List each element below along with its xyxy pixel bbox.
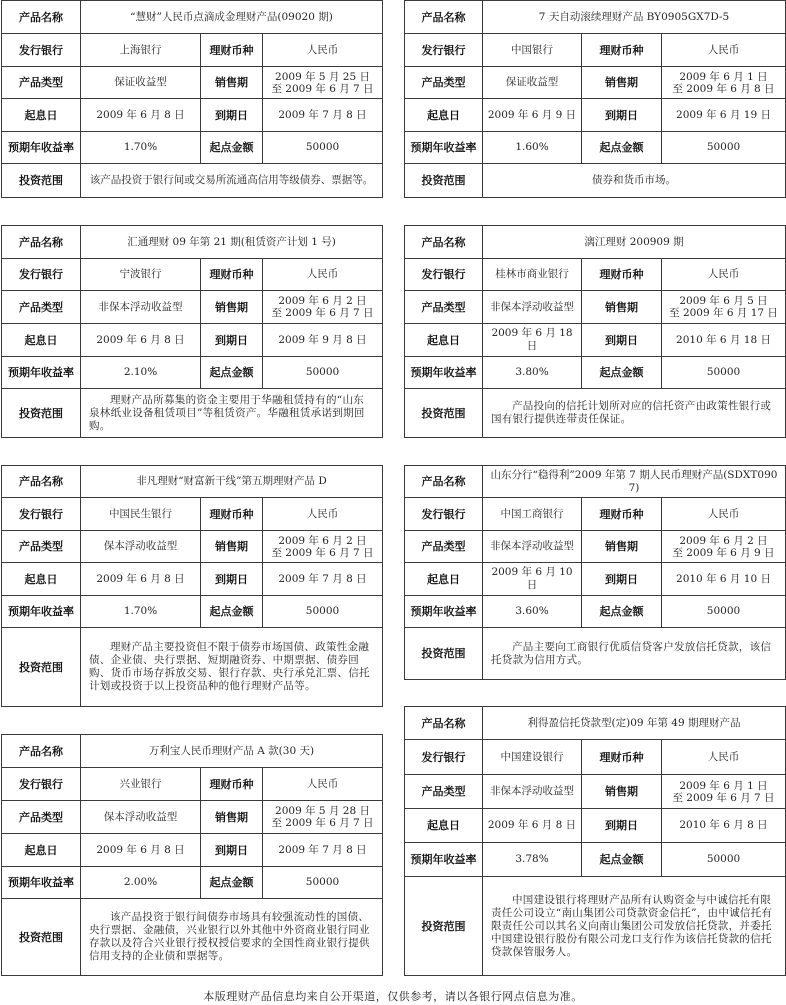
investment-scope-label: 投资范围 xyxy=(405,164,483,198)
sale-period-end: 至 2009 年 6 月 7 日 xyxy=(271,82,374,95)
min-amount: 50000 xyxy=(662,357,786,389)
issuing-bank-label: 发行银行 xyxy=(405,498,483,531)
product-name: 汇通理财 09 年第 21 期(租赁资产计划 1 号) xyxy=(81,226,383,259)
value-date: 2009 年 6 月 18 日 xyxy=(483,324,582,357)
sale-period-end: 至 2009 年 6 月 8 日 xyxy=(672,82,775,95)
issuing-bank-label: 发行银行 xyxy=(405,259,483,291)
sale-period-label: 销售期 xyxy=(201,67,263,99)
maturity-date: 2009 年 6 月 19 日 xyxy=(662,99,786,132)
expected-yield-label: 预期年收益率 xyxy=(405,132,483,164)
min-amount: 50000 xyxy=(662,843,786,877)
investment-scope-label: 投资范围 xyxy=(405,389,483,438)
value-date: 2009 年 6 月 10 日 xyxy=(483,563,582,596)
product-card xyxy=(404,225,786,438)
currency: 人民币 xyxy=(263,498,383,531)
product-name-label: 产品名称 xyxy=(405,226,483,259)
expected-yield: 3.78% xyxy=(483,843,582,877)
product-card xyxy=(404,706,786,976)
sale-period-start: 2009 年 6 月 5 日 xyxy=(679,295,768,307)
investment-scope: 债券和货币市场。 xyxy=(483,164,786,198)
investment-scope-label: 投资范围 xyxy=(405,628,483,680)
product-type-label: 产品类型 xyxy=(2,291,81,324)
value-date-label: 起息日 xyxy=(2,324,81,357)
investment-scope: 该产品投资于银行间债券市场具有较强流动性的国债、央行票据、金融债，兴业银行以外其他中外资商业银行同业存款以及符合兴业银行授权授信要求的全国性商业银行提供信用支持的企业债和票据等。 xyxy=(81,899,383,976)
issuing-bank-label: 发行银行 xyxy=(2,768,81,801)
expected-yield: 1.60% xyxy=(483,132,582,164)
product-name: 漓江理财 200909 期 xyxy=(483,226,786,259)
issuing-bank-label: 发行银行 xyxy=(405,34,483,67)
value-date-label: 起息日 xyxy=(2,99,81,132)
currency: 人民币 xyxy=(662,259,786,291)
min-amount: 50000 xyxy=(662,596,786,628)
min-amount: 50000 xyxy=(263,357,383,389)
sale-period-end: 至 2009 年 6 月 7 日 xyxy=(271,817,374,829)
min-amount-label: 起点金额 xyxy=(582,843,662,877)
issuing-bank: 宁波银行 xyxy=(81,259,201,291)
product-name: 非凡理财“财富新干线”第五期理财产品 D xyxy=(81,466,383,498)
currency-label: 理财币种 xyxy=(201,259,263,291)
sale-period xyxy=(662,531,786,563)
maturity-date: 2009 年 7 月 8 日 xyxy=(263,834,383,867)
sale-period-start: 2009 年 6 月 1 日 xyxy=(679,70,768,83)
value-date-label: 起息日 xyxy=(405,809,483,843)
issuing-bank-label: 发行银行 xyxy=(405,740,483,775)
maturity-date: 2009 年 9 月 8 日 xyxy=(263,324,383,357)
maturity-date: 2010 年 6 月 18 日 xyxy=(662,324,786,357)
issuing-bank: 桂林市商业银行 xyxy=(483,259,582,291)
investment-scope: 中国建设银行将理财产品所有认购资金与中诚信托有限责任公司设立“南山集团公司贷款资金信托”，由中诚信托有限责任公司以其名义向南山集团公司发放信托贷款，并委托中国建设银行股份有限公司龙口支行作为该信托贷款的信托贷款保管服务人。 xyxy=(483,877,786,976)
expected-yield: 3.80% xyxy=(483,357,582,389)
value-date-label: 起息日 xyxy=(405,324,483,357)
value-date: 2009 年 6 月 8 日 xyxy=(81,834,201,867)
product-name-label: 产品名称 xyxy=(405,466,483,498)
investment-scope: 产品主要向工商银行优质信贷客户发放信托贷款，该信托贷款为信用方式。 xyxy=(483,628,786,680)
product-card xyxy=(1,225,383,438)
min-amount-label: 起点金额 xyxy=(201,867,263,899)
currency: 人民币 xyxy=(662,34,786,67)
currency-label: 理财币种 xyxy=(582,740,662,775)
value-date: 2009 年 6 月 9 日 xyxy=(483,99,582,132)
product-name-label: 产品名称 xyxy=(2,466,81,498)
issuing-bank-label: 发行银行 xyxy=(2,34,81,67)
investment-scope: 理财产品主要投资但不限于债券市场国债、政策性金融债、企业债、央行票据、短期融资券、中期票据、债券回购、货币市场存拆放交易、银行存款、央行承兑汇票、信托计划或投资于以上投资品种的他行理财产品等。 xyxy=(81,628,383,707)
product-type: 保证收益型 xyxy=(81,67,201,99)
sale-period-start: 2009 年 6 月 2 日 xyxy=(679,534,768,547)
min-amount-label: 起点金额 xyxy=(582,357,662,389)
expected-yield: 1.70% xyxy=(81,132,201,164)
sale-period-label: 销售期 xyxy=(201,291,263,324)
sale-period-label: 销售期 xyxy=(201,531,263,563)
investment-scope: 理财产品所募集的资金主要用于华融租赁持有的“山东泉林纸业设备租赁项目”等租赁资产。华融租赁承诺到期回购。 xyxy=(81,389,383,438)
product-type: 非保本浮动收益型 xyxy=(483,531,582,563)
sale-period xyxy=(662,775,786,809)
value-date-label: 起息日 xyxy=(2,563,81,596)
min-amount: 50000 xyxy=(662,132,786,164)
product-name: 万利宝人民币理财产品 A 款(30 天) xyxy=(81,735,383,768)
product-type: 保本浮动收益型 xyxy=(81,801,201,834)
issuing-bank: 中国银行 xyxy=(483,34,582,67)
sale-period-label: 销售期 xyxy=(201,801,263,834)
product-name-label: 产品名称 xyxy=(2,226,81,259)
sale-period xyxy=(662,291,786,324)
currency: 人民币 xyxy=(662,498,786,531)
currency-label: 理财币种 xyxy=(201,768,263,801)
sale-period-start: 2009 年 6 月 2 日 xyxy=(278,534,367,547)
maturity-date-label: 到期日 xyxy=(201,324,263,357)
sale-period-start: 2009 年 6 月 2 日 xyxy=(278,295,367,307)
product-card xyxy=(404,465,786,680)
min-amount-label: 起点金额 xyxy=(201,357,263,389)
maturity-date-label: 到期日 xyxy=(582,99,662,132)
investment-scope-label: 投资范围 xyxy=(2,899,81,976)
value-date-label: 起息日 xyxy=(405,99,483,132)
min-amount-label: 起点金额 xyxy=(201,132,263,164)
product-type-label: 产品类型 xyxy=(2,531,81,563)
value-date: 2009 年 6 月 8 日 xyxy=(81,99,201,132)
min-amount: 50000 xyxy=(263,132,383,164)
sale-period-end: 至 2009 年 6 月 7 日 xyxy=(672,791,775,804)
expected-yield-label: 预期年收益率 xyxy=(2,596,81,628)
currency: 人民币 xyxy=(662,740,786,775)
expected-yield: 2.00% xyxy=(81,867,201,899)
maturity-date-label: 到期日 xyxy=(582,324,662,357)
product-type-label: 产品类型 xyxy=(405,775,483,809)
expected-yield: 3.60% xyxy=(483,596,582,628)
product-type: 非保本浮动收益型 xyxy=(483,291,582,324)
product-name: 利得盈信托贷款型(定)09 年第 49 期理财产品 xyxy=(483,707,786,740)
sale-period-end: 至 2009 年 6 月 17 日 xyxy=(669,307,778,319)
investment-scope: 该产品投资于银行间或交易所流通高信用等级债券、票据等。 xyxy=(81,164,383,198)
sale-period-label: 销售期 xyxy=(582,531,662,563)
sale-period-start: 2009 年 5 月 25 日 xyxy=(275,70,370,83)
min-amount-label: 起点金额 xyxy=(582,132,662,164)
currency: 人民币 xyxy=(263,259,383,291)
min-amount: 50000 xyxy=(263,867,383,899)
expected-yield-label: 预期年收益率 xyxy=(405,596,483,628)
issuing-bank: 兴业银行 xyxy=(81,768,201,801)
value-date-label: 起息日 xyxy=(2,834,81,867)
sale-period-end: 至 2009 年 6 月 9 日 xyxy=(672,546,775,559)
investment-scope-label: 投资范围 xyxy=(405,877,483,976)
min-amount: 50000 xyxy=(263,596,383,628)
sale-period-start: 2009 年 6 月 1 日 xyxy=(679,779,768,792)
maturity-date: 2009 年 7 月 8 日 xyxy=(263,99,383,132)
product-name-label: 产品名称 xyxy=(2,1,81,34)
issuing-bank: 上海银行 xyxy=(81,34,201,67)
sale-period xyxy=(662,67,786,99)
value-date: 2009 年 6 月 8 日 xyxy=(483,809,582,843)
maturity-date: 2009 年 7 月 8 日 xyxy=(263,563,383,596)
product-name: 山东分行“稳得利”2009 年第 7 期人民币理财产品(SDXT0907) xyxy=(483,466,786,498)
product-card xyxy=(404,0,786,198)
value-date: 2009 年 6 月 8 日 xyxy=(81,324,201,357)
maturity-date-label: 到期日 xyxy=(582,563,662,596)
footer-note: 本版理财产品信息均来自公开渠道，仅供参考，请以各银行网点信息为准。 xyxy=(203,990,583,1003)
investment-scope-label: 投资范围 xyxy=(2,164,81,198)
sale-period xyxy=(263,67,383,99)
currency: 人民币 xyxy=(263,34,383,67)
issuing-bank-label: 发行银行 xyxy=(2,259,81,291)
product-card xyxy=(1,0,383,198)
issuing-bank: 中国民生银行 xyxy=(81,498,201,531)
sale-period-start: 2009 年 5 月 28 日 xyxy=(275,805,370,817)
product-type-label: 产品类型 xyxy=(405,291,483,324)
product-type: 非保本浮动收益型 xyxy=(483,775,582,809)
maturity-date: 2010 年 6 月 10 日 xyxy=(662,563,786,596)
min-amount-label: 起点金额 xyxy=(201,596,263,628)
maturity-date-label: 到期日 xyxy=(201,99,263,132)
product-name-label: 产品名称 xyxy=(405,1,483,34)
product-type-label: 产品类型 xyxy=(405,531,483,563)
currency-label: 理财币种 xyxy=(582,34,662,67)
investment-scope: 产品投向的信托计划所对应的信托资产由政策性银行或国有银行提供连带责任保证。 xyxy=(483,389,786,438)
sale-period xyxy=(263,531,383,563)
issuing-bank-label: 发行银行 xyxy=(2,498,81,531)
product-name: “慧财”人民币点滴成金理财产品(09020 期) xyxy=(81,1,383,34)
value-date: 2009 年 6 月 8 日 xyxy=(81,563,201,596)
sale-period-end: 至 2009 年 6 月 7 日 xyxy=(271,546,374,559)
expected-yield: 2.10% xyxy=(81,357,201,389)
sale-period xyxy=(263,801,383,834)
product-name-label: 产品名称 xyxy=(2,735,81,768)
product-type: 非保本浮动收益型 xyxy=(81,291,201,324)
sale-period-end: 至 2009 年 6 月 7 日 xyxy=(271,307,374,319)
currency-label: 理财币种 xyxy=(201,498,263,531)
product-card xyxy=(1,734,383,976)
sale-period xyxy=(263,291,383,324)
issuing-bank: 中国工商银行 xyxy=(483,498,582,531)
product-name-label: 产品名称 xyxy=(405,707,483,740)
sale-period-label: 销售期 xyxy=(582,775,662,809)
product-type-label: 产品类型 xyxy=(2,801,81,834)
min-amount-label: 起点金额 xyxy=(582,596,662,628)
currency: 人民币 xyxy=(263,768,383,801)
expected-yield: 1.70% xyxy=(81,596,201,628)
issuing-bank: 中国建设银行 xyxy=(483,740,582,775)
investment-scope-label: 投资范围 xyxy=(2,628,81,707)
product-type: 保本浮动收益型 xyxy=(81,531,201,563)
maturity-date-label: 到期日 xyxy=(201,563,263,596)
value-date-label: 起息日 xyxy=(405,563,483,596)
maturity-date: 2010 年 6 月 8 日 xyxy=(662,809,786,843)
currency-label: 理财币种 xyxy=(201,34,263,67)
investment-scope-label: 投资范围 xyxy=(2,389,81,438)
currency-label: 理财币种 xyxy=(582,259,662,291)
currency-label: 理财币种 xyxy=(582,498,662,531)
expected-yield-label: 预期年收益率 xyxy=(405,357,483,389)
product-type-label: 产品类型 xyxy=(2,67,81,99)
expected-yield-label: 预期年收益率 xyxy=(2,357,81,389)
sale-period-label: 销售期 xyxy=(582,291,662,324)
product-type-label: 产品类型 xyxy=(405,67,483,99)
expected-yield-label: 预期年收益率 xyxy=(2,867,81,899)
product-card xyxy=(1,465,383,707)
sale-period-label: 销售期 xyxy=(582,67,662,99)
product-type: 保证收益型 xyxy=(483,67,582,99)
expected-yield-label: 预期年收益率 xyxy=(2,132,81,164)
product-name: 7 天自动滚续理财产品 BY0905GX7D-5 xyxy=(483,1,786,34)
maturity-date-label: 到期日 xyxy=(582,809,662,843)
expected-yield-label: 预期年收益率 xyxy=(405,843,483,877)
maturity-date-label: 到期日 xyxy=(201,834,263,867)
